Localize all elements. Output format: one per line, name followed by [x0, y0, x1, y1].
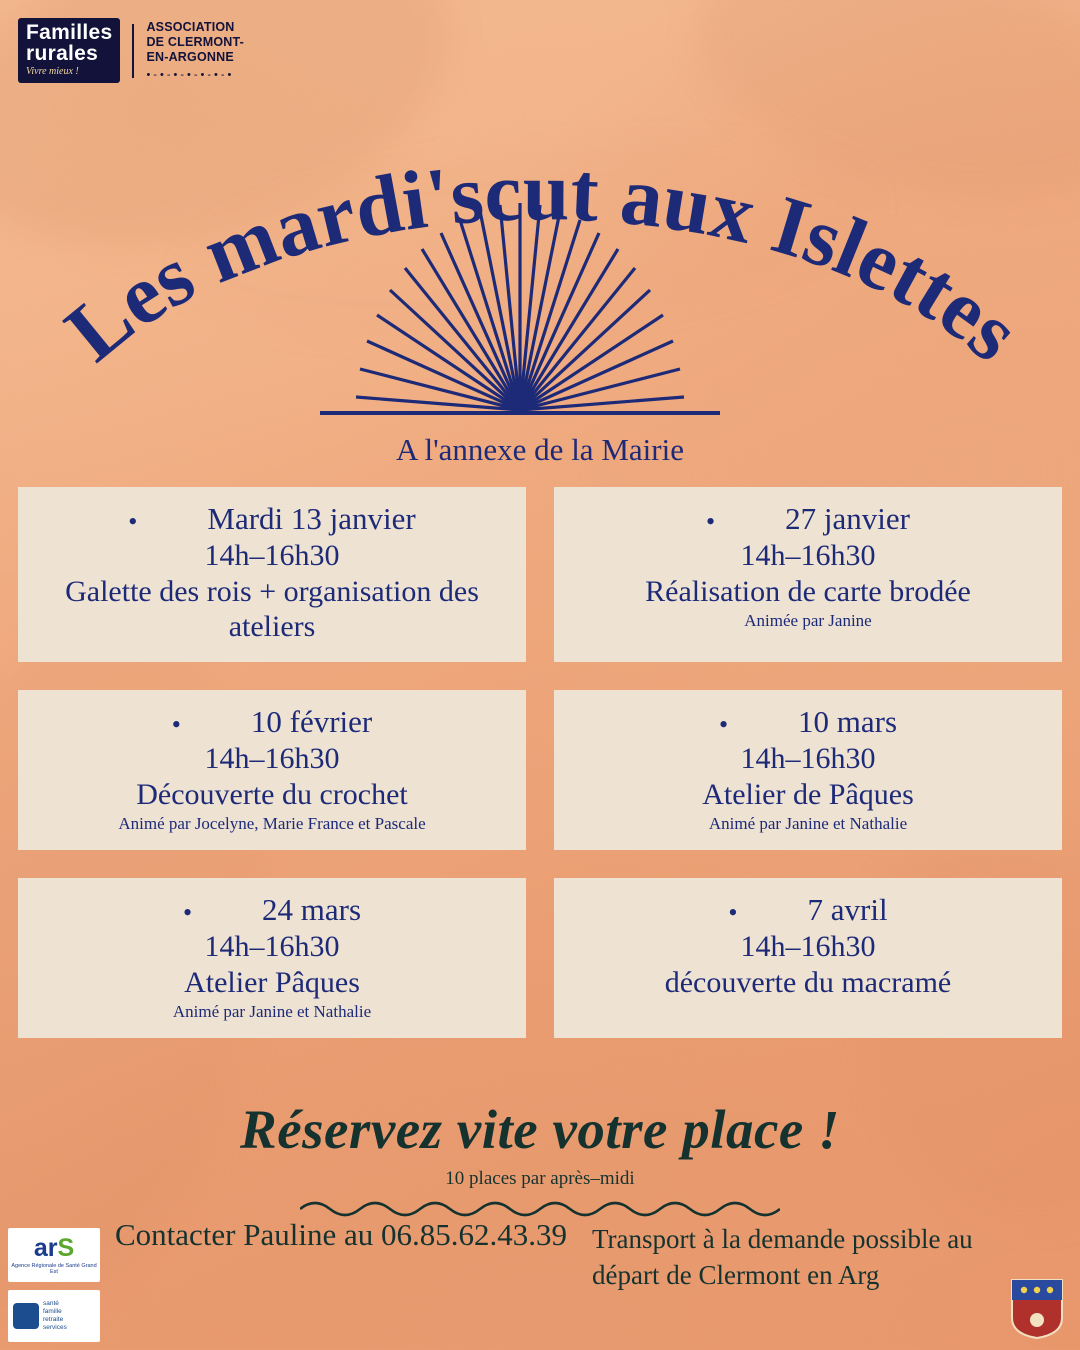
- bullet-icon: •: [182, 897, 193, 927]
- reserve-headline: Réservez vite votre place !: [240, 1099, 840, 1160]
- session-date: 24 mars: [262, 892, 362, 928]
- association-line3: EN-ARGONNE: [146, 50, 234, 65]
- bullet-icon: •: [706, 506, 716, 536]
- session-date: 7 avril: [807, 892, 888, 928]
- session-activity: Atelier de Pâques: [702, 777, 914, 811]
- ars-logo-subtext: Agence Régionale de Santé Grand Est: [11, 1262, 97, 1275]
- msa-line4: services: [43, 1324, 67, 1332]
- session-card: [18, 487, 526, 662]
- session-card: [18, 878, 526, 1038]
- session-time: 14h–16h30: [740, 929, 876, 963]
- bullet-icon: •: [728, 897, 738, 927]
- places-note: 10 places par après–midi: [445, 1168, 635, 1189]
- transport-text: Transport à la demande possible au départ de Clermont en Arg: [592, 1224, 973, 1290]
- session-date: Mardi 13 janvier: [207, 501, 416, 536]
- poster-title-text: Les mardi'scut aux Islettes: [48, 145, 1038, 380]
- session-date: 27 janvier: [785, 501, 910, 536]
- town-crest-icon: [1010, 1278, 1064, 1340]
- bullet-icon: •: [171, 709, 181, 739]
- msa-logo-text: [43, 1300, 67, 1333]
- session-card: [18, 690, 526, 850]
- session-animator: Animé par Jocelyne, Marie France et Pascale: [118, 814, 426, 834]
- session-time: 14h–16h30: [740, 741, 876, 775]
- msa-line3: retraite: [43, 1316, 64, 1323]
- session-activity: Atelier Pâques: [184, 965, 360, 999]
- session-date: 10 février: [250, 704, 373, 740]
- session-activity: Réalisation de carte brodée: [645, 574, 971, 608]
- msa-logo: [8, 1290, 100, 1342]
- association-line2: DE CLERMONT-: [146, 34, 244, 49]
- session-activity: Galette des rois + organisation des ateliers: [65, 574, 479, 643]
- session-time: 14h–16h30: [740, 538, 876, 572]
- logo-name-line1: Familles: [26, 21, 113, 44]
- session-activity: Découverte du crochet: [136, 777, 408, 811]
- logo-dots: •-•-•-•-•-•-•: [146, 69, 235, 82]
- msa-logo-mark: [13, 1303, 39, 1329]
- session-time: 14h–16h30: [204, 929, 340, 963]
- bullet-icon: •: [128, 506, 138, 536]
- session-animator: Animé par Janine et Nathalie: [172, 1002, 372, 1022]
- session-activity: découverte du macramé: [664, 965, 952, 999]
- logo-tagline: Vivre mieux !: [26, 66, 79, 77]
- session-date: 10 mars: [798, 704, 898, 740]
- ars-logo: [8, 1228, 100, 1282]
- session-card: [554, 878, 1062, 1038]
- session-animator: Animé par Janine et Nathalie: [708, 814, 908, 834]
- contact-text: Contacter Pauline au 06.85.62.43.39: [115, 1217, 567, 1252]
- sunburst-icon: [300, 195, 740, 435]
- association-line1: ASSOCIATION: [146, 19, 235, 34]
- msa-line1: santé: [43, 1299, 59, 1307]
- bullet-icon: •: [718, 709, 729, 739]
- logo-name-line2: rurales: [26, 42, 99, 65]
- sessions-grid: [18, 487, 1062, 1038]
- session-animator: Animée par Janine: [744, 610, 872, 630]
- session-time: 14h–16h30: [204, 538, 340, 572]
- msa-line2: famille: [43, 1307, 62, 1315]
- ars-logo-text: arS: [33, 1233, 75, 1262]
- session-time: 14h–16h30: [204, 741, 340, 775]
- session-card: [554, 690, 1062, 850]
- session-card: [554, 487, 1062, 662]
- venue-subtitle: A l'annexe de la Mairie: [396, 432, 684, 467]
